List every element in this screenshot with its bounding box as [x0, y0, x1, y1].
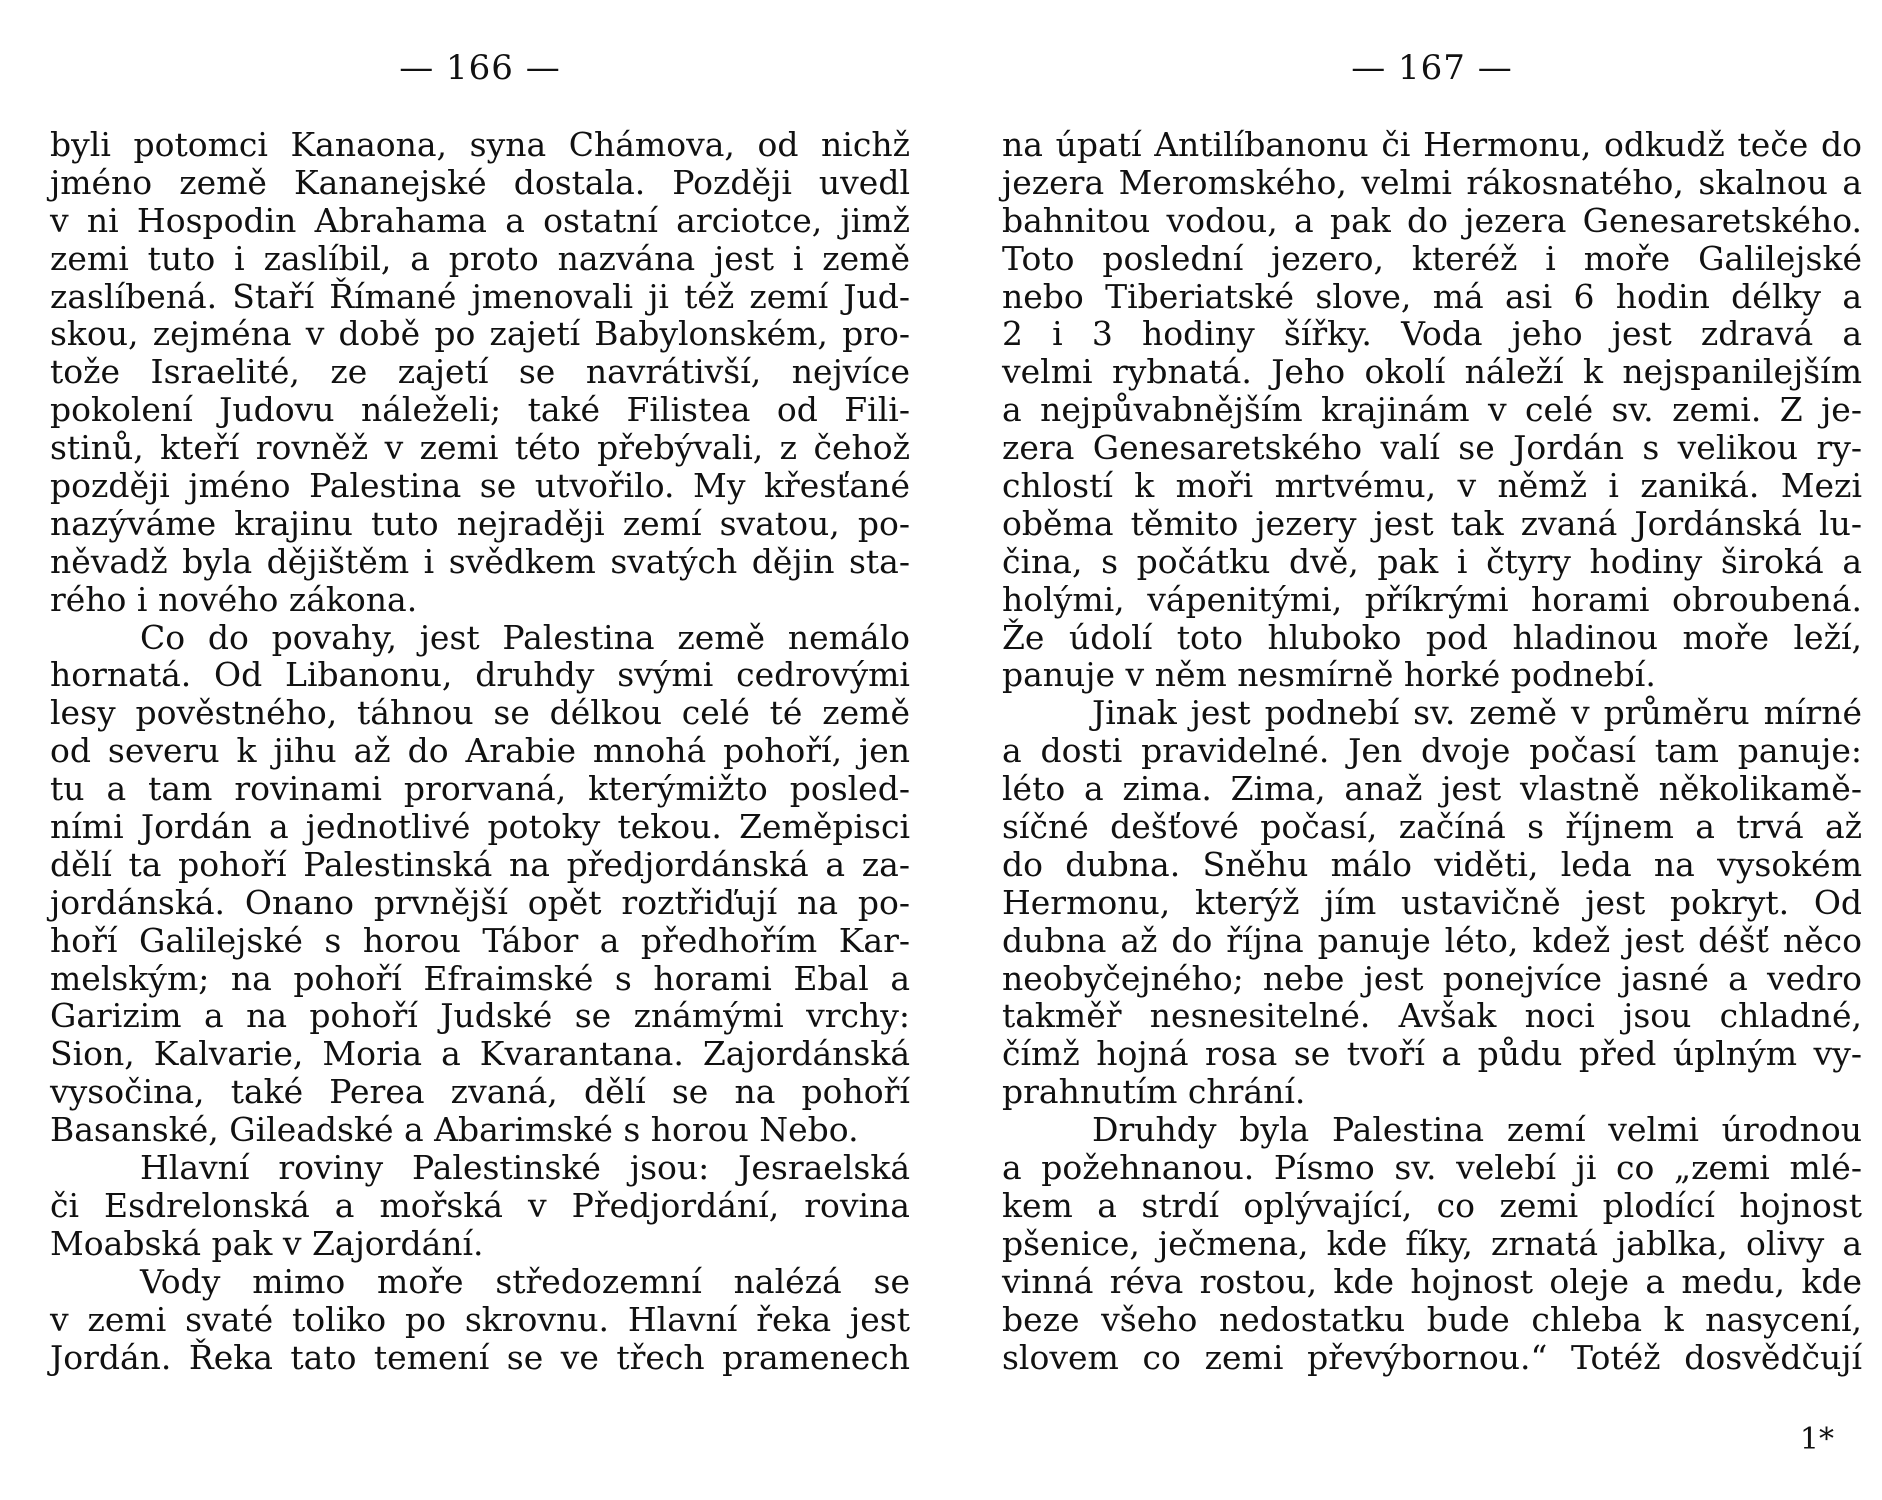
- text-line: vinná réva rostou, kde hojnost oleje a medu, kde: [1002, 1261, 1862, 1301]
- text-line: rého i nového zákona.: [50, 579, 418, 619]
- text-line: Basanské, Gileadské a Abarimské s horou Nebo.: [50, 1110, 859, 1150]
- text-line: Jordán. Řeka tato temení se ve třech pramenech: [50, 1337, 910, 1377]
- text-line: později jméno Palestina se utvořilo. My křesťané: [50, 466, 910, 506]
- text-line: pšenice, ječmena, kde fíky, zrnatá jablka, olivy a: [1002, 1223, 1862, 1263]
- text-line: melským; na pohoří Efraimské s horami Ebal a: [50, 958, 910, 998]
- text-line: tože Israelité, ze zajetí se navrátivší, nejvíce: [50, 352, 910, 392]
- text-line: či Esdrelonská a mořská v Předjordání, rovina: [50, 1185, 910, 1225]
- text-line: Garizim a na pohoří Judské se známými vrchy:: [50, 996, 910, 1036]
- text-line: beze všeho nedostatku bude chleba k nasycení,: [1002, 1299, 1862, 1339]
- text-line: takměř nesnesitelné. Avšak noci jsou chladné,: [1002, 996, 1862, 1036]
- text-line: zera Genesaretského valí se Jordán s velikou ry-: [1002, 428, 1862, 468]
- page-text: [1002, 126, 1862, 1376]
- text-line: do dubna. Sněhu málo viděti, leda na vysokém: [1002, 844, 1862, 884]
- text-line: bahnitou vodou, a pak do jezera Genesaretského.: [1002, 200, 1862, 240]
- text-line: neobyčejného; nebe jest ponejvíce jasné a vedro: [1002, 958, 1862, 998]
- text-line: prahnutím chrání.: [1002, 1072, 1306, 1112]
- text-line: lesy pověstného, táhnou se délkou celé té země: [50, 693, 910, 733]
- text-line: byli potomci Kanaona, syna Chámova, od nichž: [50, 125, 910, 164]
- text-line: síčné dešťové počasí, začíná s říjnem a trvá až: [1002, 807, 1862, 847]
- text-line: Hlavní roviny Palestinské jsou: Jesraelská: [140, 1148, 910, 1188]
- text-line: něvadž byla dějištěm i svědkem svatých dějin sta-: [50, 541, 910, 581]
- page-number: — 166 —: [399, 48, 561, 88]
- text-line: Že údolí toto hluboko pod hladinou moře leží,: [1002, 617, 1862, 657]
- text-line: stinů, kteří rovněž v zemi této přebývali, z čehož: [50, 428, 910, 468]
- text-line: v ni Hospodin Abrahama a ostatní arciotce, jimž: [50, 200, 910, 240]
- text-line: zemi tuto i zaslíbil, a proto nazvána jest i země: [50, 238, 910, 278]
- text-line: chlostí k moři mrtvému, v němž i zaniká. Mezi: [1002, 466, 1862, 506]
- text-line: tu a tam rovinami prorvaná, kterýmižto posled-: [50, 769, 910, 809]
- text-line: slovem co zemi převýbornou.“ Totéž dosvědčují: [1002, 1337, 1862, 1377]
- text-line: panuje v něm nesmírně horké podnebí.: [1002, 655, 1656, 695]
- text-line: od severu k jihu až do Arabie mnohá pohoří, jen: [50, 731, 910, 771]
- text-line: Sion, Kalvarie, Moria a Kvarantana. Zajordánská: [50, 1034, 910, 1074]
- text-line: Jinak jest podnebí sv. země v průměru mírné: [1092, 693, 1862, 733]
- text-line: nebo Tiberiatské slove, má asi 6 hodin délky a: [1002, 276, 1862, 316]
- text-line: čina, s počátku dvě, pak i čtyry hodiny široká a: [1002, 541, 1862, 581]
- text-line: vysočina, také Perea zvaná, dělí se na pohoří: [50, 1072, 910, 1112]
- text-line: a požehnanou. Písmo sv. velebí ji co „zemi mlé-: [1002, 1148, 1862, 1188]
- page-text: [50, 126, 910, 1376]
- text-line: dělí ta pohoří Palestinská na předjordánská a za-: [50, 844, 910, 884]
- text-line: velmi rybnatá. Jeho okolí náleží k nejspanilejším: [1002, 352, 1862, 392]
- text-line: dubna až do října panuje léto, kdež jest déšť něco: [1002, 920, 1862, 960]
- text-line: v zemi svaté toliko po skrovnu. Hlavní řeka jest: [50, 1299, 910, 1339]
- text-line: a nejpůvabnějším krajinám v celé sv. zemi. Z je-: [1002, 390, 1862, 430]
- text-line: Toto poslední jezero, kteréž i moře Galilejské: [1002, 238, 1862, 278]
- text-line: čímž hojná rosa se tvoří a půdu před úplným vy-: [1002, 1034, 1862, 1074]
- text-line: a dosti pravidelné. Jen dvoje počasí tam panuje:: [1002, 731, 1862, 771]
- text-line: holými, vápenitými, příkrými horami obroubená.: [1002, 579, 1862, 619]
- text-line: hornatá. Od Libanonu, druhdy svými cedrovými: [50, 655, 910, 695]
- text-line: hoří Galilejské s horou Tábor a předhořím Kar-: [50, 920, 910, 960]
- page-number: — 167 —: [1351, 48, 1513, 88]
- text-line: léto a zima. Zima, anaž jest vlastně několikamě-: [1002, 769, 1862, 809]
- text-line: ními Jordán a jednotlivé potoky tekou. Zeměpisci: [50, 807, 910, 847]
- text-line: Hermonu, kterýž jím ustavičně jest pokryt. Od: [1002, 882, 1862, 922]
- text-line: na úpatí Antilíbanonu či Hermonu, odkudž teče do: [1002, 125, 1862, 164]
- text-line: zaslíbená. Staří Římané jmenovali ji též zemí Jud-: [50, 276, 910, 316]
- text-line: jordánská. Onano prvnější opět roztřiďují na po-: [50, 882, 910, 922]
- left-page: [50, 0, 910, 1500]
- text-line: jméno země Kananejské dostala. Později uvedl: [50, 162, 910, 202]
- text-line: Co do povahy, jest Palestina země nemálo: [140, 617, 910, 657]
- text-line: Druhdy byla Palestina zemí velmi úrodnou: [1092, 1110, 1862, 1150]
- right-page: [1002, 0, 1862, 1500]
- text-line: Moabská pak v Zajordání.: [50, 1223, 484, 1263]
- text-line: skou, zejména v době po zajetí Babylonském, pro-: [50, 314, 910, 354]
- text-line: 2 i 3 hodiny šířky. Voda jeho jest zdravá a: [1002, 314, 1862, 354]
- text-line: oběma těmito jezery jest tak zvaná Jordánská lu-: [1002, 503, 1862, 543]
- text-line: nazýváme krajinu tuto nejraději zemí svatou, po-: [50, 503, 910, 543]
- text-line: Vody mimo moře středozemní nalézá se: [140, 1261, 910, 1301]
- text-line: jezera Meromského, velmi rákosnatého, skalnou a: [1002, 162, 1862, 202]
- text-line: pokolení Judovu náleželi; také Filistea od Fili-: [50, 390, 910, 430]
- text-line: kem a strdí oplývající, co zemi plodící hojnost: [1002, 1185, 1862, 1225]
- signature-mark: 1*: [1799, 1422, 1834, 1457]
